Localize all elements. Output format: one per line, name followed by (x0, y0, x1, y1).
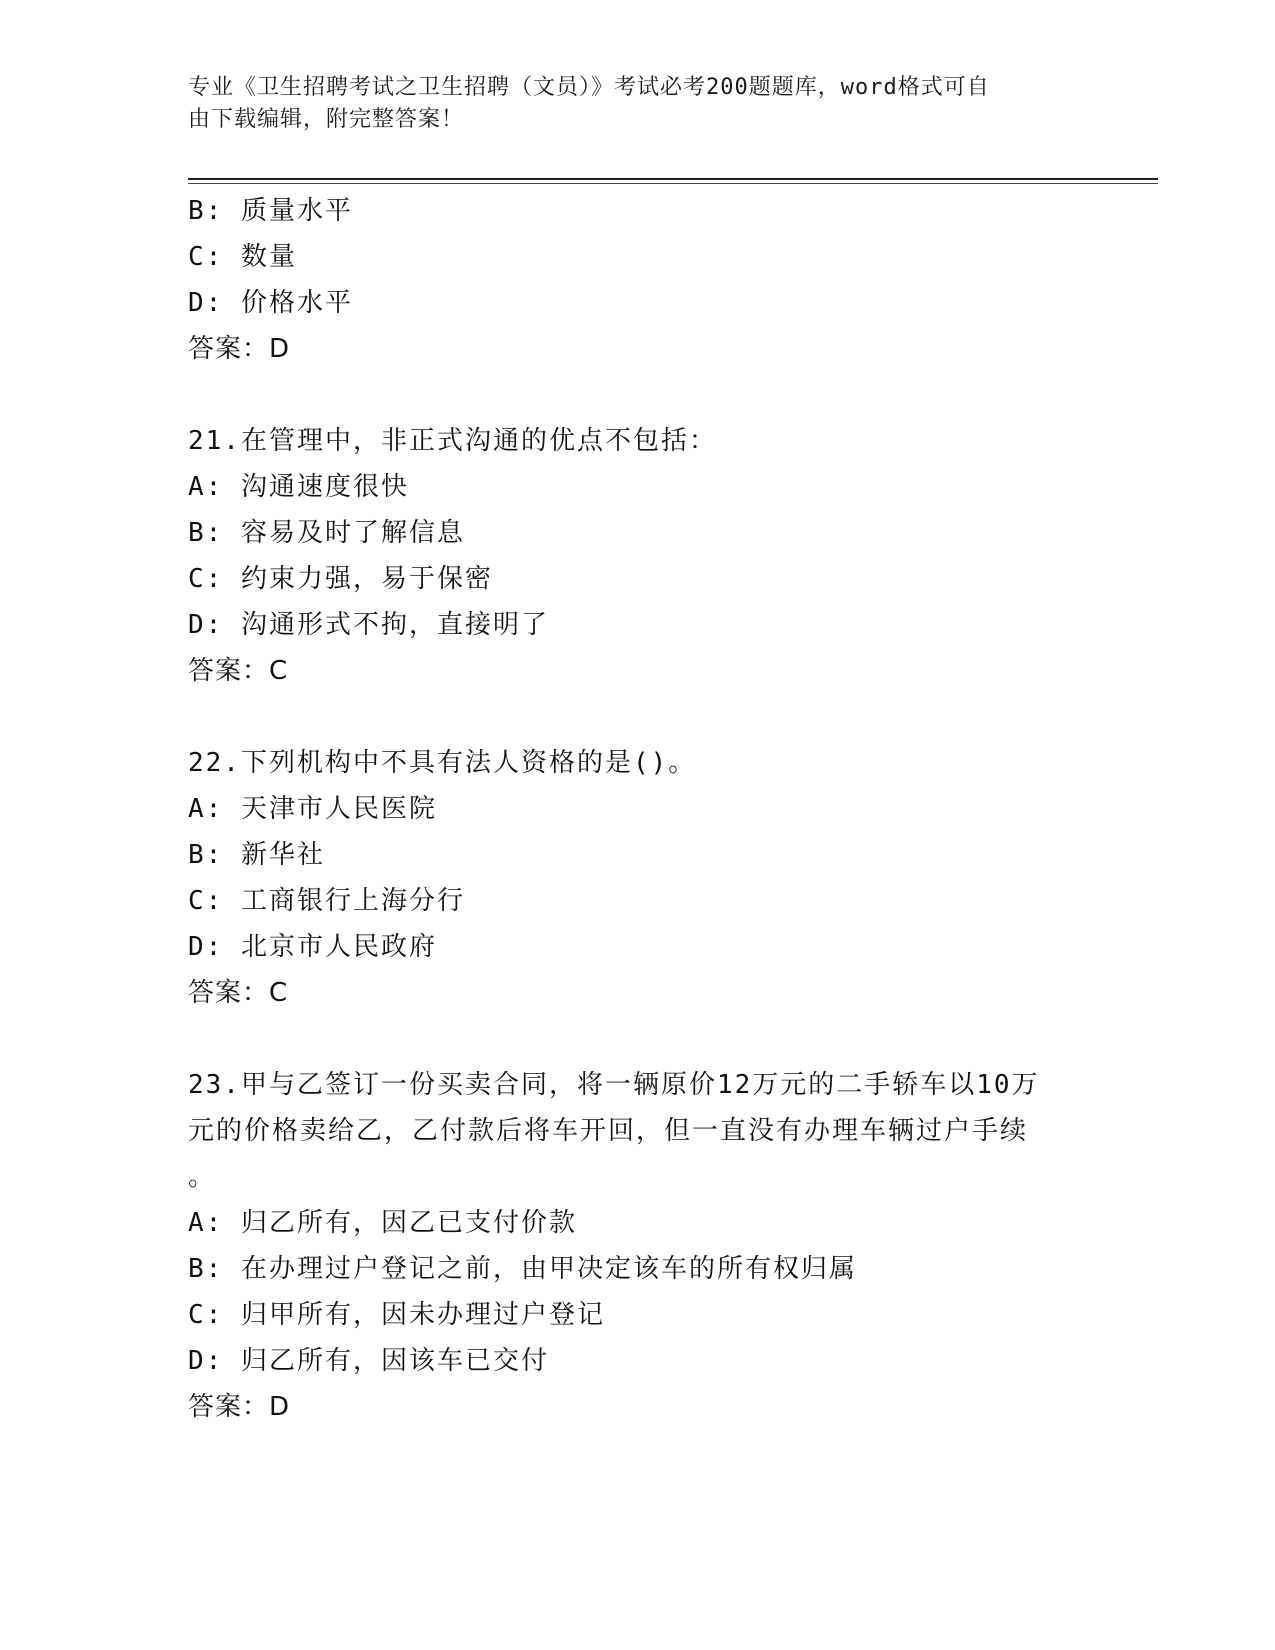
option-a: A: 沟通速度很快 (188, 472, 409, 502)
option-b: B: 质量水平 (188, 196, 353, 226)
document-header (188, 72, 1068, 136)
question-stem-line-3: 。 (188, 1162, 217, 1192)
question-21 (188, 418, 1088, 694)
header-line-1: 专业《卫生招聘考试之卫生招聘（文员）》考试必考200题题库，word格式可自 (188, 75, 990, 100)
header-divider-thin (188, 183, 1158, 184)
question-23 (188, 1062, 1088, 1430)
answer-line: 答案：C (188, 978, 289, 1008)
question-spacer (188, 1016, 1088, 1062)
option-c: C: 工商银行上海分行 (188, 886, 465, 916)
option-d: D: 价格水平 (188, 288, 353, 318)
answer-line: 答案：D (188, 334, 291, 364)
question-list (188, 188, 1088, 1430)
question-stem-line-2: 元的价格卖给乙，乙付款后将车开回，但一直没有办理车辆过户手续 (188, 1116, 1029, 1146)
question-stem-line-1: 23.甲与乙签订一份买卖合同，将一辆原价12万元的二手轿车以10万 (188, 1070, 1040, 1100)
option-d: D: 归乙所有，因该车已交付 (188, 1346, 549, 1376)
question-22 (188, 740, 1088, 1016)
option-b: B: 新华社 (188, 840, 325, 870)
question-20 (188, 188, 1088, 372)
question-spacer (188, 694, 1088, 740)
option-c: C: 约束力强，易于保密 (188, 564, 493, 594)
question-stem: 22.下列机构中不具有法人资格的是()。 (188, 748, 697, 778)
header-divider-thick (188, 178, 1158, 180)
answer-line: 答案：D (188, 1392, 291, 1422)
answer-line: 答案：C (188, 656, 289, 686)
header-line-2: 由下载编辑，附完整答案！ (188, 107, 465, 132)
question-stem: 21.在管理中，非正式沟通的优点不包括： (188, 426, 717, 456)
option-a: A: 归乙所有，因乙已支付价款 (188, 1208, 577, 1238)
option-b: B: 在办理过户登记之前，由甲决定该车的所有权归属 (188, 1254, 857, 1284)
option-a: A: 天津市人民医院 (188, 794, 437, 824)
option-c: C: 归甲所有，因未办理过户登记 (188, 1300, 605, 1330)
option-b: B: 容易及时了解信息 (188, 518, 465, 548)
option-d: D: 沟通形式不拘，直接明了 (188, 610, 549, 640)
option-c: C: 数量 (188, 242, 297, 272)
option-d: D: 北京市人民政府 (188, 932, 437, 962)
question-spacer (188, 372, 1088, 418)
